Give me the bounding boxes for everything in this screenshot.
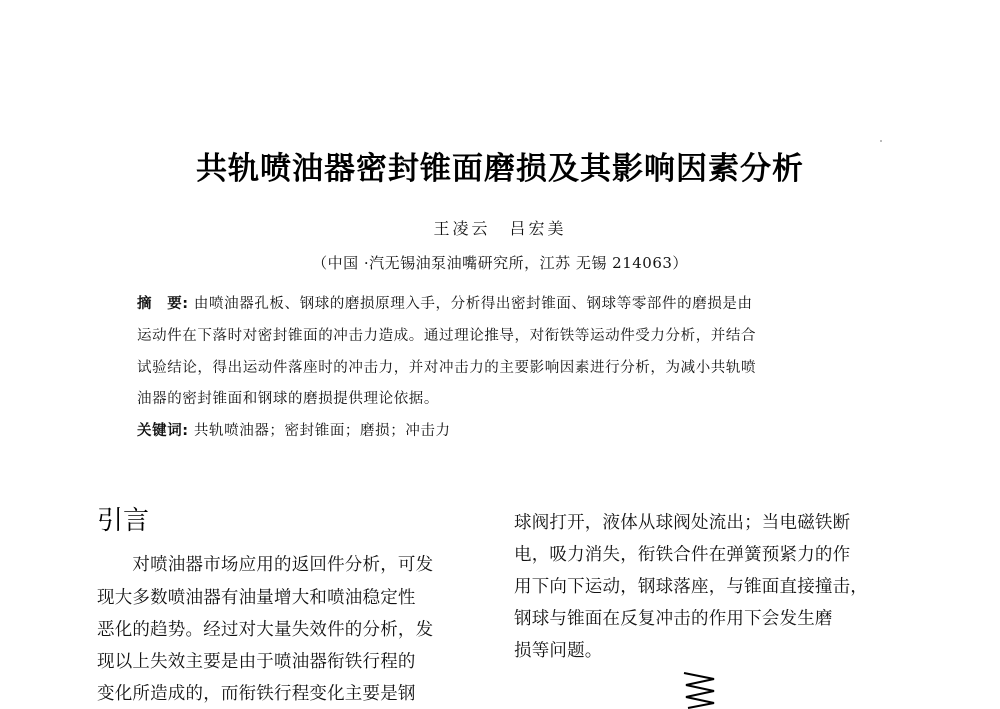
- paper-title: 共轨喷油器密封锥面磨损及其影响因素分析: [196, 151, 804, 187]
- section-heading: 引言: [97, 506, 150, 536]
- abstract-line: [137, 292, 753, 313]
- keywords-text: 共轨喷油器；密封锥面；磨损；冲击力: [193, 423, 451, 439]
- right-column-line: 用下向下运动，钢球落座，与锥面直接撞击，: [514, 577, 868, 597]
- abstract-label: 摘 要:: [137, 296, 189, 312]
- right-column-line: 球阀打开，液体从球阀处流出；当电磁铁断: [514, 513, 851, 533]
- left-column-line: 现以上失效主要是由于喷油器衔铁行程的: [97, 652, 416, 672]
- right-column-line: 钢球与锥面在反复冲击的作用下会发生磨: [514, 609, 833, 629]
- keywords-label: 关键词:: [137, 423, 189, 439]
- right-column-line: 电，吸力消失，衔铁合件在弹簧预紧力的作: [514, 545, 851, 565]
- left-column-line: 现大多数喷油器有油量增大和喷油稳定性: [97, 588, 416, 608]
- left-column-line: 对喷油器市场应用的返回件分析，可发: [97, 555, 434, 575]
- keywords-line: [137, 419, 451, 440]
- left-column-line: 变化所造成的，而衔铁行程变化主要是钢: [97, 684, 416, 704]
- authors: 王凌云 吕宏美: [433, 219, 567, 238]
- affiliation: （中国 ·汽无锡油泵油嘴研究所，江苏 无锡 214063）: [312, 254, 688, 272]
- spring-figure-icon: [680, 670, 720, 709]
- abstract-line: 试验结论，得出运动件落座时的冲击力，并对冲击力的主要影响因素进行分析，为减小共轨喷: [137, 360, 757, 376]
- scan-speck: [880, 140, 882, 142]
- abstract-line: 运动件在下落时对密封锥面的冲击力造成。通过理论推导，对衔铁等运动件受力分析，并结合: [137, 328, 757, 344]
- abstract-text: 由喷油器孔板、钢球的磨损原理入手，分析得出密封锥面、钢球等零部件的磨损是由: [193, 296, 753, 312]
- right-column-line: 损等问题。: [514, 641, 603, 661]
- abstract-line: 油器的密封锥面和钢球的磨损提供理论依据。: [137, 391, 439, 407]
- left-column-line: 恶化的趋势。经过对大量失效件的分析，发: [97, 620, 434, 640]
